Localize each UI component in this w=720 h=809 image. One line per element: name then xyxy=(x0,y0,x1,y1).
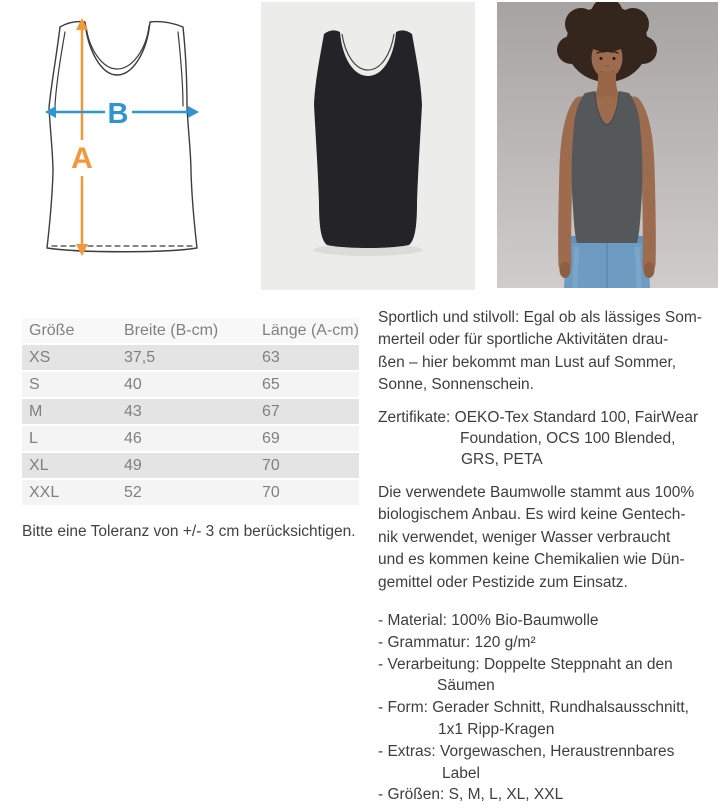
description-line: - Form: Gerader Schnitt, Rundhalsausschnitt, xyxy=(378,699,689,717)
description-line: Die verwendete Baumwolle stammt aus 100% xyxy=(378,484,695,501)
description-line: ßen – hier bekommt man Lust auf Sommer, xyxy=(378,353,677,371)
description-line: GRS, PETA xyxy=(461,451,543,468)
cell-laenge: 70 xyxy=(262,457,280,474)
size-table xyxy=(22,318,359,507)
description-line: Sportlich und stilvoll: Egal ob als lässiges Som- xyxy=(378,309,702,326)
model-hand-right xyxy=(644,262,655,278)
product-photo-black-tank[interactable] xyxy=(261,2,475,290)
description-details xyxy=(378,610,720,806)
description-line: merteil oder für sportliche Aktivitäten drau- xyxy=(378,331,669,349)
tank-top-measure-diagram xyxy=(10,0,240,290)
size-table-row xyxy=(22,345,359,370)
cell-size: XL xyxy=(29,457,49,474)
description-line: - Verarbeitung: Doppelte Steppnaht an den xyxy=(378,655,673,673)
description-line: Foundation, OCS 100 Blended, xyxy=(460,430,676,447)
cell-size: XXL xyxy=(29,484,60,501)
cell-breite: 52 xyxy=(124,484,142,501)
cell-laenge: 69 xyxy=(262,430,280,447)
header-breite: Breite (B-cm) xyxy=(124,322,219,339)
header-groesse: Größe xyxy=(29,322,75,339)
model-photo[interactable] xyxy=(497,2,718,288)
width-label: B xyxy=(107,98,129,130)
tolerance-note: Bitte eine Toleranz von +/- 3 cm berücksichtigen. xyxy=(22,523,356,540)
size-table-row xyxy=(22,372,359,397)
model-wearing-tank-image xyxy=(497,2,718,288)
model-hair-fringe xyxy=(586,26,628,52)
description-line: gemittel oder Pestizide zum Einsatz. xyxy=(378,573,628,591)
description-line: Säumen xyxy=(437,677,495,695)
cell-size: S xyxy=(29,376,40,393)
description-line: - Größen: S, M, L, XL, XXL xyxy=(378,786,564,804)
size-diagram-image[interactable] xyxy=(10,0,240,290)
description-line: - Extras: Vorgewaschen, Heraustrennbares xyxy=(378,742,675,760)
description-line: Sonne, Sonnenschein. xyxy=(378,376,534,394)
cell-laenge: 65 xyxy=(262,376,280,393)
cell-laenge: 67 xyxy=(262,403,280,420)
tank-outline xyxy=(47,22,197,252)
description-line: Zertifikate: OEKO-Tex Standard 100, FairWear xyxy=(378,409,699,426)
description-line: 1x1 Ripp-Kragen xyxy=(438,720,555,738)
cell-laenge: 70 xyxy=(262,484,280,501)
black-tank-top-image xyxy=(261,2,475,290)
model-hand-left xyxy=(560,262,571,278)
size-table-header xyxy=(22,318,359,343)
size-table-row xyxy=(22,480,359,505)
size-table-row xyxy=(22,399,359,424)
cell-breite: 43 xyxy=(124,403,142,420)
size-table-row xyxy=(22,453,359,478)
description-line: biologischem Anbau. Es wird keine Gentech- xyxy=(378,506,686,524)
black-tank-shape xyxy=(314,30,422,248)
header-laenge: Länge (A-cm) xyxy=(262,322,359,339)
cell-size: M xyxy=(29,403,43,420)
description-line: und es kommen keine Chemikalien wie Dün- xyxy=(378,551,685,569)
description-line: nik verwendet, weniger Wasser verbraucht xyxy=(378,528,671,546)
cell-breite: 40 xyxy=(124,376,142,393)
cell-size: L xyxy=(29,430,38,447)
description-line: Label xyxy=(442,764,480,782)
cell-breite: 46 xyxy=(124,430,142,447)
cell-breite: 37,5 xyxy=(124,349,156,366)
description-cotton xyxy=(378,482,720,594)
cell-laenge: 63 xyxy=(262,349,280,366)
size-table-row xyxy=(22,426,359,451)
model-jeans xyxy=(564,236,650,288)
length-label: A xyxy=(71,142,93,175)
description-certificates xyxy=(378,407,720,470)
description-intro xyxy=(378,307,720,397)
description-line: - Material: 100% Bio-Baumwolle xyxy=(378,612,599,629)
cell-breite: 49 xyxy=(124,457,142,474)
cell-size: XS xyxy=(29,349,51,366)
size-table-body xyxy=(22,345,359,505)
description-line: - Grammatur: 120 g/m² xyxy=(378,633,536,651)
